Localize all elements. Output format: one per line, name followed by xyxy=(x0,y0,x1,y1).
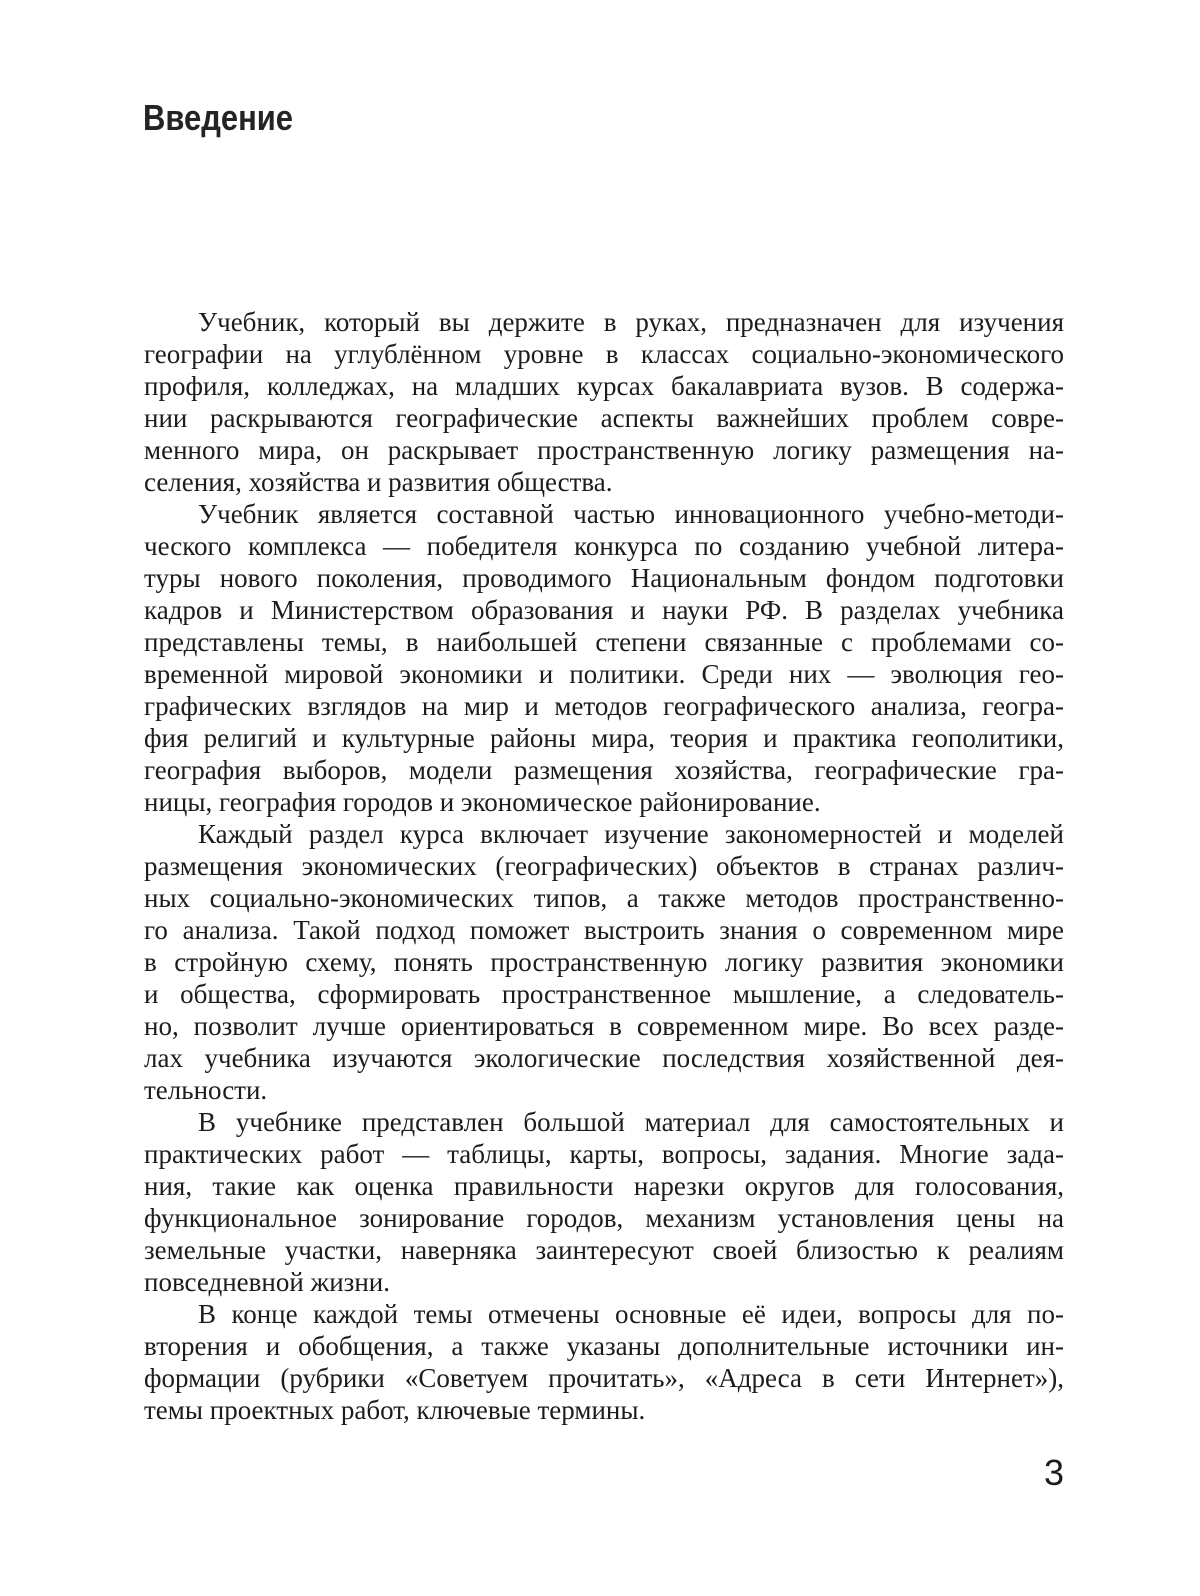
text-line: географии на углублённом уровне в классах социально-экономического xyxy=(144,339,1064,369)
paragraph xyxy=(144,1298,1064,1426)
text-line: профиля, колледжах, на младших курсах бакалавриата вузов. В содержа- xyxy=(144,371,1064,401)
text-line: Учебник является составной частью инновационного учебно-методи- xyxy=(198,499,1064,529)
text-line: В конце каждой темы отмечены основные её идеи, вопросы для по- xyxy=(198,1299,1064,1329)
text-line: ницы, география городов и экономическое районирование. xyxy=(144,787,821,817)
text-line: В учебнике представлен большой материал для самостоятельных и xyxy=(198,1107,1064,1137)
paragraph xyxy=(144,306,1064,498)
text-line: повседневной жизни. xyxy=(144,1267,390,1297)
text-line: лах учебника изучаются экологические последствия хозяйственной дея- xyxy=(144,1043,1064,1073)
text-line: размещения экономических (географических) объектов в странах различ- xyxy=(144,851,1064,881)
text-line: го анализа. Такой подход поможет выстроить знания о современном мире xyxy=(144,915,1064,945)
text-line: селения, хозяйства и развития общества. xyxy=(144,467,613,497)
text-line: фия религий и культурные районы мира, теория и практика геополитики, xyxy=(144,723,1064,753)
paragraph xyxy=(144,1106,1064,1298)
chapter-title: Введение xyxy=(143,97,294,138)
text-line: в стройную схему, понять пространственную логику развития экономики xyxy=(144,947,1064,977)
text-line: туры нового поколения, проводимого Национальным фондом подготовки xyxy=(144,563,1064,593)
text-line: формации (рубрики «Советуем прочитать», «Адреса в сети Интернет»), xyxy=(144,1363,1064,1393)
text-line: практических работ — таблицы, карты, вопросы, задания. Многие зада- xyxy=(144,1139,1064,1169)
text-line: Учебник, который вы держите в руках, предназначен для изучения xyxy=(198,307,1064,337)
page-number: 3 xyxy=(1043,1452,1064,1493)
text-line: Каждый раздел курса включает изучение закономерностей и моделей xyxy=(198,819,1064,849)
text-line: нии раскрываются географические аспекты важнейших проблем совре- xyxy=(144,403,1064,433)
text-line: ния, такие как оценка правильности нарезки округов для голосования, xyxy=(144,1171,1064,1201)
text-line: география выборов, модели размещения хозяйства, географические гра- xyxy=(144,755,1064,785)
text-line: функциональное зонирование городов, механизм установления цены на xyxy=(144,1203,1064,1233)
text-line: земельные участки, наверняка заинтересуют своей близостью к реалиям xyxy=(144,1235,1064,1265)
text-line: темы проектных работ, ключевые термины. xyxy=(144,1395,646,1425)
paragraph xyxy=(144,498,1064,818)
text-line: вторения и обобщения, а также указаны дополнительные источники ин- xyxy=(144,1331,1064,1361)
introduction-body-text xyxy=(144,306,1064,1426)
text-line: менного мира, он раскрывает пространственную логику размещения на- xyxy=(144,435,1064,465)
text-line: но, позволит лучше ориентироваться в современном мире. Во всех разде- xyxy=(144,1011,1064,1041)
paragraph xyxy=(144,818,1064,1106)
text-line: представлены темы, в наибольшей степени связанные с проблемами со- xyxy=(144,627,1064,657)
text-line: графических взглядов на мир и методов географического анализа, геогра- xyxy=(144,691,1064,721)
text-line: ных социально-экономических типов, а также методов пространственно- xyxy=(144,883,1064,913)
text-line: и общества, сформировать пространственное мышление, а следователь- xyxy=(144,979,1064,1009)
text-line: временной мировой экономики и политики. Среди них — эволюция гео- xyxy=(144,659,1064,689)
text-line: ческого комплекса — победителя конкурса по созданию учебной литера- xyxy=(144,531,1064,561)
text-line: тельности. xyxy=(144,1075,268,1105)
text-line: кадров и Министерством образования и науки РФ. В разделах учебника xyxy=(144,595,1064,625)
